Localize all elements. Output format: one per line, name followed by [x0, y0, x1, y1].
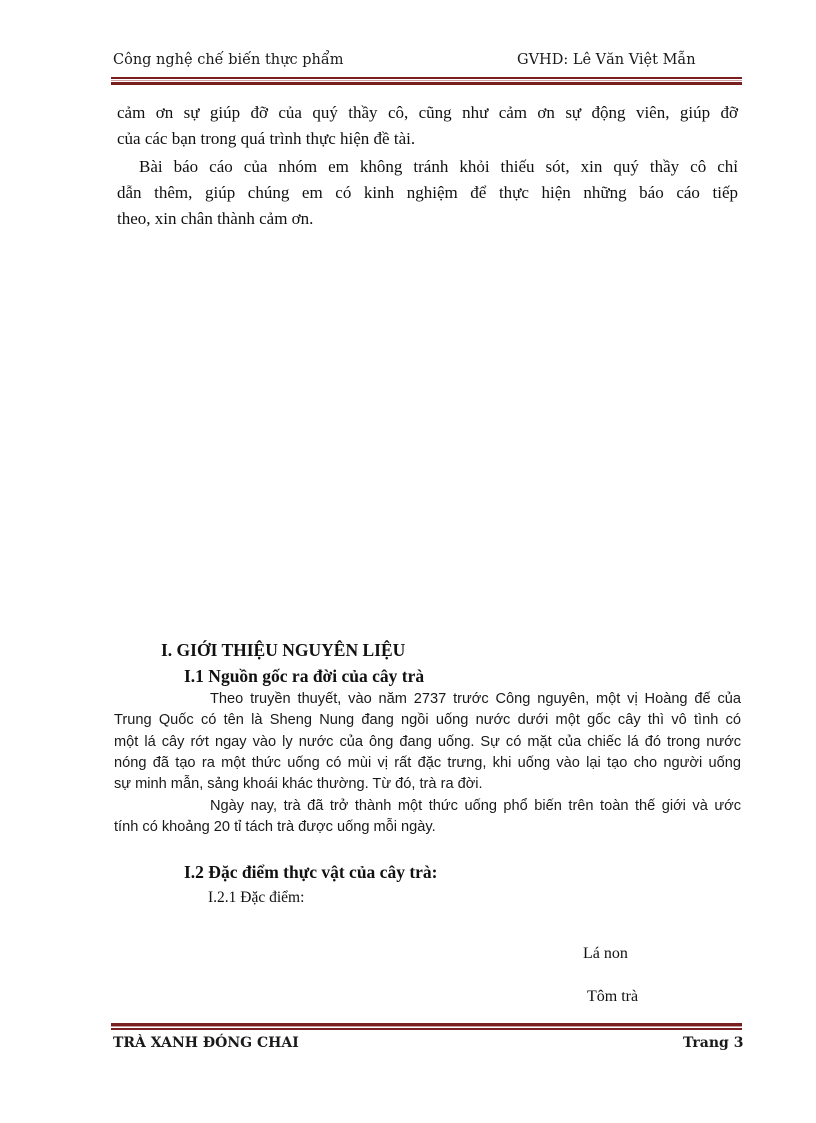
text-line: Bài báo cáo của nhóm em không tránh khỏi thiếu sót, xin quý thầy cô chỉ: [139, 157, 738, 176]
text-line: của các bạn trong quá trình thực hiện đề tài.: [117, 129, 416, 148]
header-rule-top: [111, 77, 742, 79]
origin-paragraph-1: [114, 689, 741, 795]
footer-document-title: TRÀ XANH ĐÓNG CHAI: [113, 1035, 299, 1051]
footer-rule-mid: [111, 1026, 742, 1027]
figure-label-young-leaf: Lá non: [583, 945, 628, 962]
text-line: Trung Quốc có tên là Sheng Nung đang ngồi uống nước dưới một gốc cây thì vô tình có: [114, 712, 741, 729]
text-line: nóng đã tạo ra một thức uống có mùi vị rất đặc trưng, khi uống vào lại tạo cho người uống: [114, 754, 741, 771]
footer-rule-bottom: [111, 1028, 742, 1030]
figure-label-tea-bud: Tôm trà: [587, 988, 639, 1005]
subsubsection-heading-features: I.2.1 Đặc điểm:: [208, 889, 305, 906]
header-supervisor: GVHD: Lê Văn Việt Mẫn: [517, 52, 696, 68]
header-course-title: Công nghệ chế biến thực phẩm: [113, 52, 344, 68]
section-heading: I. GIỚI THIỆU NGUYÊN LIỆU: [161, 640, 406, 660]
header-rule-mid: [111, 80, 742, 81]
subsection-heading-origin: I.1 Nguồn gốc ra đời của cây trà: [184, 666, 425, 686]
origin-paragraph-2: [114, 796, 741, 839]
text-line: cảm ơn sự giúp đỡ của quý thầy cô, cũng như cảm ơn sự động viên, giúp đỡ: [117, 103, 738, 122]
subsection-heading-botany: I.2 Đặc điểm thực vật của cây trà:: [184, 862, 438, 882]
text-line: Theo truyền thuyết, vào năm 2737 trước Công nguyên, một vị Hoàng đế của: [210, 691, 741, 707]
text-line: Ngày nay, trà đã trở thành một thức uống phổ biến trên toàn thế giới và ước: [210, 798, 741, 814]
text-line: dẫn thêm, giúp chúng em có kinh nghiệm để thực hiện những báo cáo tiếp: [117, 183, 738, 202]
intro-paragraph-1: [117, 100, 738, 152]
intro-paragraph-2: [117, 154, 738, 232]
text-line: tính có khoảng 20 tỉ tách trà được uống mỗi ngày.: [114, 819, 436, 836]
text-line: một lá cây rớt ngay vào ly nước của ông đang uống. Sự có mặt của chiếc lá đó trong nước: [114, 733, 741, 750]
text-line: theo, xin chân thành cảm ơn.: [117, 209, 314, 228]
header-rule-bottom: [111, 82, 742, 85]
text-line: sự minh mẫn, sảng khoái khác thường. Từ đó, trà ra đời.: [114, 776, 483, 793]
page-number: Trang 3: [683, 1035, 744, 1051]
